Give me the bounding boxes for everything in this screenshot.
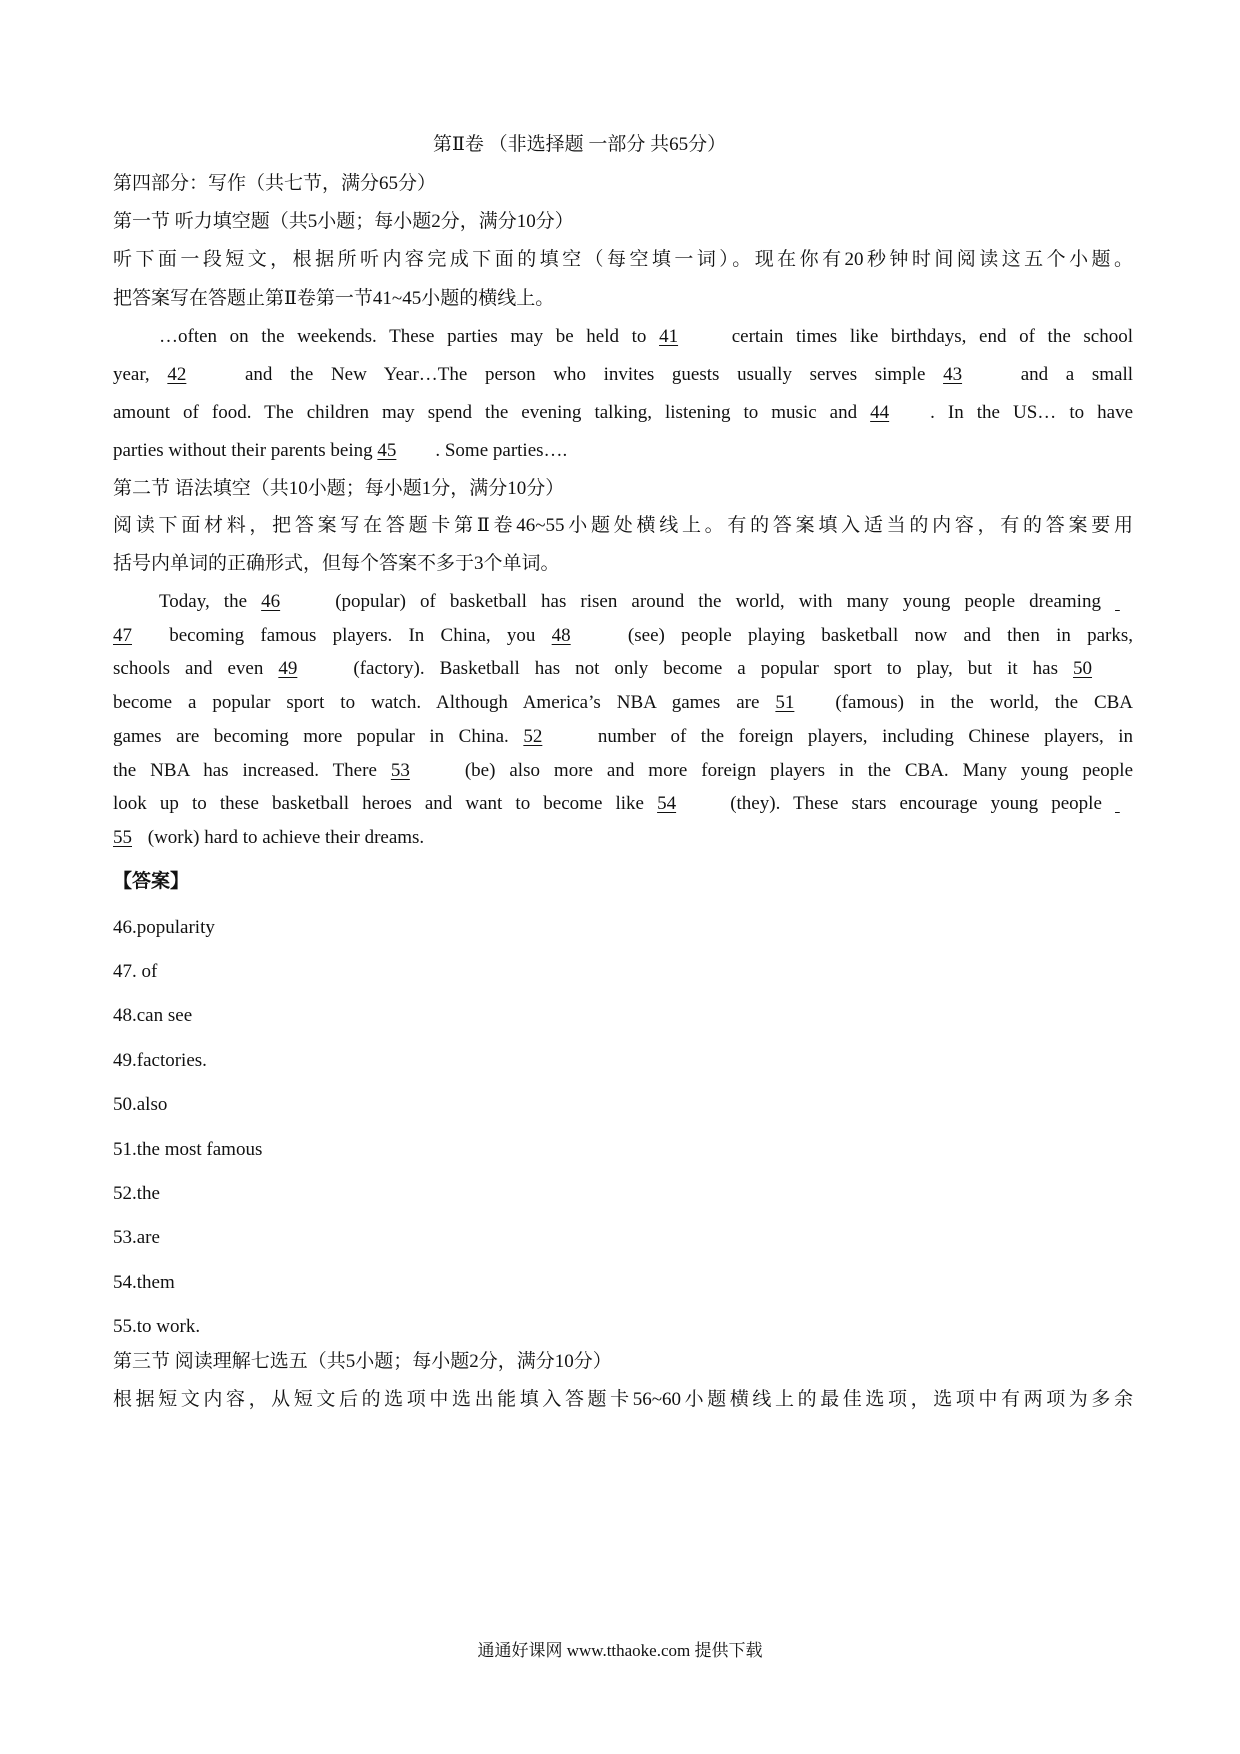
sec3-instruction: 根据短文内容，从短文后的选项中选出能填入答题卡56~60小题横线上的最佳选项，选项中有两项为多余 bbox=[113, 1389, 1133, 1410]
answer-item: 55.to work. bbox=[113, 1316, 201, 1337]
blank-52: 52 bbox=[523, 726, 543, 747]
listening-line: amount of food. The children may spend the evening talking, listening to music and 44 . In the US… to have bbox=[113, 402, 1134, 423]
listening-line: year, 42 and the New Year…The person who invites guests usually serves simple 43 and a small bbox=[113, 364, 1134, 385]
grammar-line: look up to these basketball heroes and want to become like 54 (they). These stars encourage young people bbox=[113, 794, 1133, 813]
answer-item: 52.the bbox=[113, 1183, 160, 1204]
blank-42: 42 bbox=[167, 364, 187, 385]
grammar-line: 55 (work) hard to achieve their dreams. bbox=[113, 827, 425, 848]
sec1-instruction: 听下面一段短文，根据所听内容完成下面的填空（每空填一词）。现在你有20秒钟时间阅读这五个小题。 bbox=[113, 249, 1133, 270]
grammar-line: the NBA has increased. There 53 (be) also more and more foreign players in the CBA. Many young people bbox=[113, 760, 1134, 781]
blank-50: 50 bbox=[1073, 658, 1093, 679]
sec2-instruction-2: 括号内单词的正确形式，但每个答案不多于3个单词。 bbox=[113, 553, 560, 574]
answer-item: 51.the most famous bbox=[113, 1139, 263, 1160]
blank-54: 54 bbox=[657, 793, 677, 814]
blank-55-start bbox=[1115, 794, 1133, 813]
part4-heading: 第四部分：写作（共七节，满分65分） bbox=[113, 173, 437, 194]
answers-heading: 【答案】 bbox=[113, 871, 190, 892]
sec3-heading: 第三节 阅读理解七选五（共5小题；每小题2分，满分10分） bbox=[113, 1351, 612, 1372]
listening-line: parties without their parents being 45 . Some parties…. bbox=[113, 440, 568, 461]
answer-item: 54.them bbox=[113, 1272, 175, 1293]
answer-item: 47. of bbox=[113, 961, 158, 982]
answer-item: 46.popularity bbox=[113, 917, 215, 938]
blank-41: 41 bbox=[659, 326, 679, 347]
answer-item: 48.can see bbox=[113, 1005, 193, 1026]
blank-51: 51 bbox=[775, 692, 795, 713]
answer-item: 50.also bbox=[113, 1094, 168, 1115]
listening-line: …often on the weekends. These parties may be held to 41 certain times like birthdays, end of the school bbox=[159, 326, 1134, 347]
blank-47-start bbox=[1115, 592, 1133, 611]
answer-item: 53.are bbox=[113, 1227, 160, 1248]
section-title: 第Ⅱ卷 （非选择题 一部分 共65分） bbox=[433, 134, 727, 155]
blank-53: 53 bbox=[390, 760, 410, 781]
blank-49: 49 bbox=[278, 658, 298, 679]
blank-55: 55 bbox=[113, 827, 132, 848]
blank-43: 43 bbox=[943, 364, 963, 385]
page-footer: 通通好课网 www.tthaoke.com 提供下载 bbox=[477, 1641, 763, 1660]
sec2-heading: 第二节 语法填空（共10小题；每小题1分，满分10分） bbox=[113, 478, 565, 499]
blank-44: 44 bbox=[870, 402, 890, 423]
grammar-line: Today, the 46 (popular) of basketball has risen around the world, with many young people dreaming bbox=[113, 592, 1133, 611]
blank-48: 48 bbox=[551, 625, 571, 646]
answer-item: 49.factories. bbox=[113, 1050, 207, 1071]
sec1-instruction-2: 把答案写在答题止第Ⅱ卷第一节41~45小题的横线上。 bbox=[113, 288, 555, 309]
sec1-heading: 第一节 听力填空题（共5小题；每小题2分，满分10分） bbox=[113, 211, 574, 232]
blank-46: 46 bbox=[261, 591, 281, 612]
grammar-line: become a popular sport to watch. Although America’s NBA games are 51 (famous) in the world, the CBA bbox=[113, 692, 1134, 713]
grammar-line: schools and even 49 (factory). Basketball has not only become a popular sport to play, but it has 50 bbox=[113, 659, 1133, 678]
blank-47: 47 bbox=[113, 625, 132, 646]
grammar-line: games are becoming more popular in China. 52 number of the foreign players, including Chinese players, in bbox=[113, 726, 1134, 747]
sec2-instruction: 阅读下面材料，把答案写在答题卡第Ⅱ卷46~55小题处横线上。有的答案填入适当的内容，有的答案要用 bbox=[113, 515, 1133, 536]
grammar-line: 47 becoming famous players. In China, you 48 (see) people playing basketball now and then in parks, bbox=[113, 625, 1134, 646]
blank-45: 45 bbox=[377, 440, 397, 461]
